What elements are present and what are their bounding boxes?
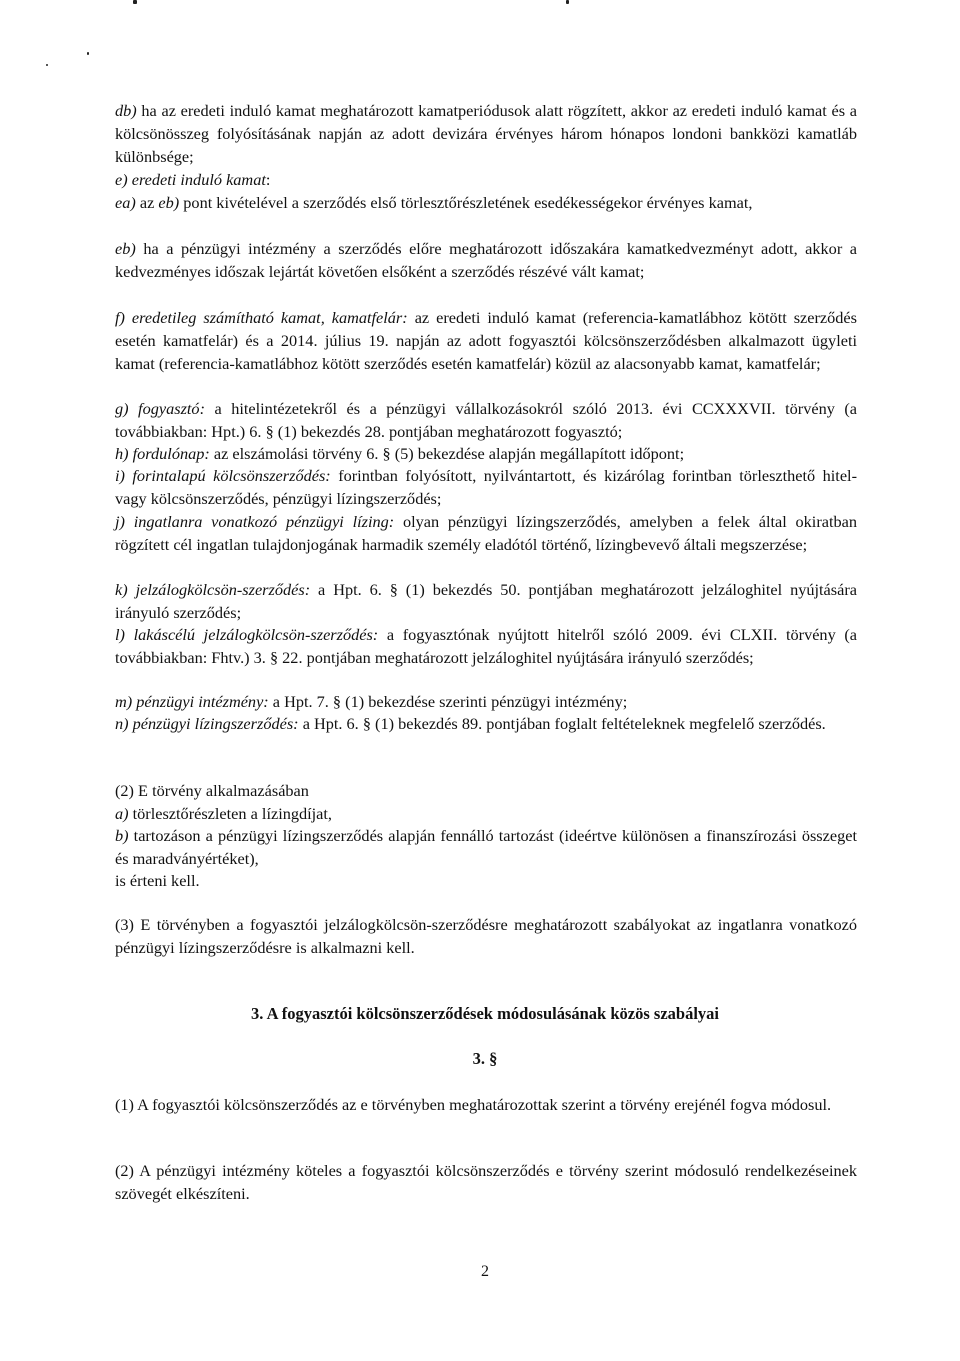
paragraph-2-closing <box>115 870 857 893</box>
definition-eb <box>115 238 857 284</box>
definition-text: a Hpt. 7. § (1) bekezdése szerinti pénzügyi intézmény; <box>272 692 628 711</box>
scan-speck <box>87 52 89 55</box>
item-label: a) <box>115 804 129 823</box>
definition-text: a Hpt. 6. § (1) bekezdés 89. pontjában foglalt feltételeknek megfelelő szerződés. <box>302 714 826 733</box>
definition-j <box>115 511 857 557</box>
definition-label: l) lakáscélú jelzálogkölcsön-szerződés: <box>115 625 379 644</box>
definition-e <box>115 169 857 192</box>
scan-speck <box>46 64 48 66</box>
page-number-text: 2 <box>481 1263 489 1280</box>
definition-text: ha a pénzügyi intézmény a szerződés előre meghatározott időszakára kamatkedvezményt adott, akkor a kedvezményes időszak lejártát követően elsőként a szerződés részévé vált kamat; <box>115 239 857 281</box>
definition-text: forintban folyósított, nyilvántartott, és kizárólag forintban törleszthető hitel- vagy kölcsönszerződés, pénzügyi lízingszerződés; <box>115 466 858 508</box>
paragraph-2-item-b <box>115 825 857 871</box>
item-text: törlesztőrészleten a lízingdíjat, <box>132 804 333 823</box>
definition-label: m) pénzügyi intézmény: <box>115 692 269 711</box>
scan-speck <box>566 0 569 4</box>
definition-label: j) ingatlanra vonatkozó pénzügyi lízing: <box>115 512 395 531</box>
definition-db <box>115 100 857 169</box>
section-3-paragraph-2 <box>115 1160 857 1206</box>
definition-g <box>115 398 857 444</box>
paragraph-2-item-a <box>115 803 857 826</box>
paragraph-2-intro <box>115 780 857 803</box>
paragraph-text: (2) A pénzügyi intézmény köteles a fogyasztói kölcsönszerződés e törvény szerint módosuló rendelkezéseinek szövegét elkészíteni. <box>115 1161 857 1203</box>
definition-text: az eredeti induló kamat (referencia-kamatlábhoz kötött szerződés esetén kamatfelár) és a 2014. július 19. napján az adott fogyasztói kölcsönszerződésben alkalmazott ügyleti kamat (referencia-kamatlábhoz kötött szerződés esetén kamatfelár) közül az alacsonyabb kamat, kamatfelár; <box>115 308 857 373</box>
definition-text: pont kivételével a szerződés első törlesztőrészletének esedékességekor érvényes kamat, <box>183 193 753 212</box>
section-3-paragraph-1 <box>115 1094 857 1117</box>
paragraph-3 <box>115 914 857 960</box>
definition-text: a hitelintézetekről és a pénzügyi vállalkozásokról szóló 2013. évi CCXXXVII. törvény (a továbbiakban: Hpt.) 6. § (1) bekezdés 28. pontjában meghatározott fogyasztó; <box>115 399 857 441</box>
definition-text: olyan pénzügyi lízingszerződés, amelyben a felek által okiratban rögzített cél ingatlan tulajdonjogának harmadik személy eladótól történő, lízingbevevő általi megszerzése; <box>115 512 857 554</box>
paragraph-text: (2) E törvény alkalmazásában <box>115 781 309 800</box>
definition-label: e) eredeti induló kamat <box>115 170 266 189</box>
definition-k <box>115 579 857 625</box>
definition-label: n) pénzügyi lízingszerződés: <box>115 714 299 733</box>
definition-label: i) forintalapú kölcsönszerződés: <box>115 466 331 485</box>
definition-label: h) fordulónap: <box>115 444 210 463</box>
section-heading-text: 3. A fogyasztói kölcsönszerződések módosulásának közös szabályai <box>251 1004 719 1023</box>
paragraph-text: (1) A fogyasztói kölcsönszerződés az e törvényben meghatározottak szerint a törvény erejénél fogva módosul. <box>115 1095 832 1114</box>
paragraph-text: (3) E törvényben a fogyasztói jelzálogkölcsön-szerződésre meghatározott szabályokat az ingatlanra vonatkozó pénzügyi lízingszerződésre is alkalmazni kell. <box>115 915 857 957</box>
definition-label: g) fogyasztó: <box>115 399 205 418</box>
definition-colon: : <box>265 170 271 189</box>
definition-h <box>115 443 857 466</box>
item-text: tartozáson a pénzügyi lízingszerződés alapján fennálló tartozást (ideértve különösen a finanszírozási összeget és maradványértéket), <box>115 826 857 868</box>
definition-label: f) eredetileg számítható kamat, kamatfelár: <box>115 308 408 327</box>
definition-label: db) <box>115 101 137 120</box>
scan-speck <box>133 0 137 4</box>
item-label: b) <box>115 826 129 845</box>
definition-text: az <box>139 193 155 212</box>
definition-ea <box>115 192 857 215</box>
section-mark-text: 3. § <box>472 1049 498 1068</box>
paragraph-text: is érteni kell. <box>115 871 200 890</box>
definition-reference: eb) <box>158 193 180 212</box>
definition-text: a Hpt. 6. § (1) bekezdés 50. pontjában meghatározott jelzáloghitel nyújtására irányuló szerződés; <box>115 580 857 622</box>
definition-f <box>115 307 857 376</box>
definition-label: k) jelzálogkölcsön-szerződés: <box>115 580 311 599</box>
definition-label: eb) <box>115 239 136 258</box>
definition-label: ea) <box>115 193 136 212</box>
definition-l <box>115 624 857 670</box>
definition-n <box>115 713 857 736</box>
definition-m <box>115 691 857 714</box>
page-number <box>0 1262 960 1282</box>
definition-text: az elszámolási törvény 6. § (5) bekezdése alapján megállapított időpont; <box>213 444 685 463</box>
definition-text: a fogyasztónak nyújtott hitelről szóló 2009. évi CLXII. törvény (a továbbiakban: Fhtv.) 3. § 22. pontjában meghatározott jelzáloghitel nyújtására irányuló szerződés; <box>115 625 857 667</box>
definition-text: ha az eredeti induló kamat meghatározott kamatperiódusok alatt rögzített, akkor az eredeti induló kamat és a kölcsönösszeg folyósításának napján az adott devizára érvényes három hónapos londoni bankközi kamatláb különbsége; <box>115 101 857 166</box>
definition-i <box>115 465 857 511</box>
section-mark <box>5 1048 960 1070</box>
section-heading <box>5 1003 960 1025</box>
